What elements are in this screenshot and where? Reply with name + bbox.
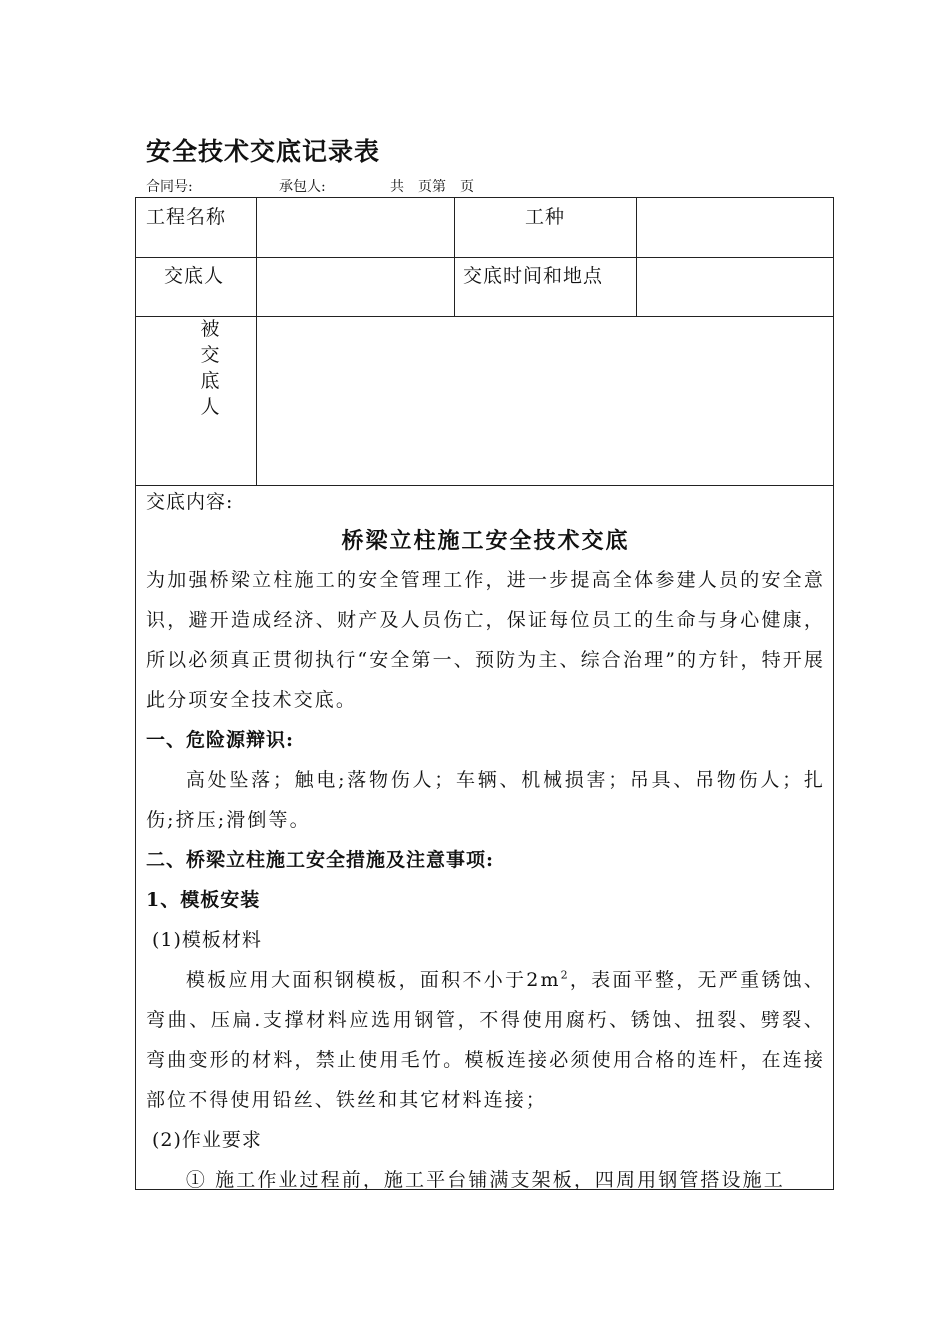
contract-no-label: 合同号: bbox=[146, 179, 193, 195]
page-title: 安全技术交底记录表 bbox=[146, 137, 381, 166]
recipient-label-char: 被 bbox=[200, 318, 220, 340]
subsection-formwork-installation-title: 1、模板安装 bbox=[146, 889, 261, 911]
area-unit-superscript: 2 bbox=[560, 968, 570, 982]
recipient-label-char: 人 bbox=[200, 396, 220, 418]
section-hazard-identification-body: 高处坠落；触电;落物伤人；车辆、机械损害；吊具、吊物伤人；扎伤;挤压;滑倒等。 bbox=[146, 769, 825, 831]
item-formwork-material-title: (1)模板材料 bbox=[152, 929, 262, 951]
item-work-requirements-body: ① 施工作业过程前，施工平台铺满支架板，四周用钢管搭设施工 bbox=[185, 1169, 785, 1189]
item-formwork-material-body bbox=[146, 960, 825, 1120]
row-divider bbox=[136, 316, 833, 317]
row-divider bbox=[136, 257, 833, 258]
time-place-label: 交底时间和地点 bbox=[463, 265, 604, 287]
recipient-label bbox=[196, 316, 224, 420]
section-safety-measures-title: 二、桥梁立柱施工安全措施及注意事项: bbox=[146, 849, 495, 871]
item-work-requirements-title: (2)作业要求 bbox=[152, 1129, 262, 1151]
recipient-label-char: 底 bbox=[200, 370, 220, 392]
document-heading: 桥梁立柱施工安全技术交底 bbox=[341, 528, 630, 554]
contractor-label: 承包人: bbox=[279, 179, 326, 195]
briefing-form-table bbox=[135, 197, 834, 1190]
column-divider bbox=[454, 198, 455, 316]
briefer-label: 交底人 bbox=[164, 265, 225, 287]
formwork-body-start: 模板应用大面积钢模板，面积不小于2m bbox=[185, 969, 561, 991]
column-divider bbox=[256, 198, 257, 485]
intro-paragraph: 为加强桥梁立柱施工的安全管理工作，进一步提高全体参建人员的安全意识，避开造成经济、财产及人员伤亡，保证每位员工的生命与身心健康，所以必须真正贯彻执行“安全第一、预防为主、综合治理”的方针，特开展此分项安全技术交底。 bbox=[146, 569, 825, 711]
briefing-content bbox=[146, 488, 825, 1189]
column-divider bbox=[636, 198, 637, 316]
formwork-body-rest: ，表面平整，无严重锈蚀、弯曲、压扁.支撑材料应选用钢管，不得使用腐朽、锈蚀、扭裂、劈裂、弯曲变形的材料，禁止使用毛竹。模板连接必须使用合格的连杆，在连接部位不得使用铅丝、铁丝和其它材料连接； bbox=[146, 969, 825, 1111]
recipient-label-char: 交 bbox=[200, 344, 220, 366]
row-divider bbox=[136, 485, 833, 486]
trade-label: 工种 bbox=[525, 206, 566, 228]
section-hazard-identification-title: 一、危险源辩识: bbox=[146, 729, 295, 751]
content-label: 交底内容: bbox=[146, 491, 234, 513]
page-info: 共 页第 页 bbox=[390, 179, 474, 195]
project-name-label: 工程名称 bbox=[146, 206, 227, 228]
